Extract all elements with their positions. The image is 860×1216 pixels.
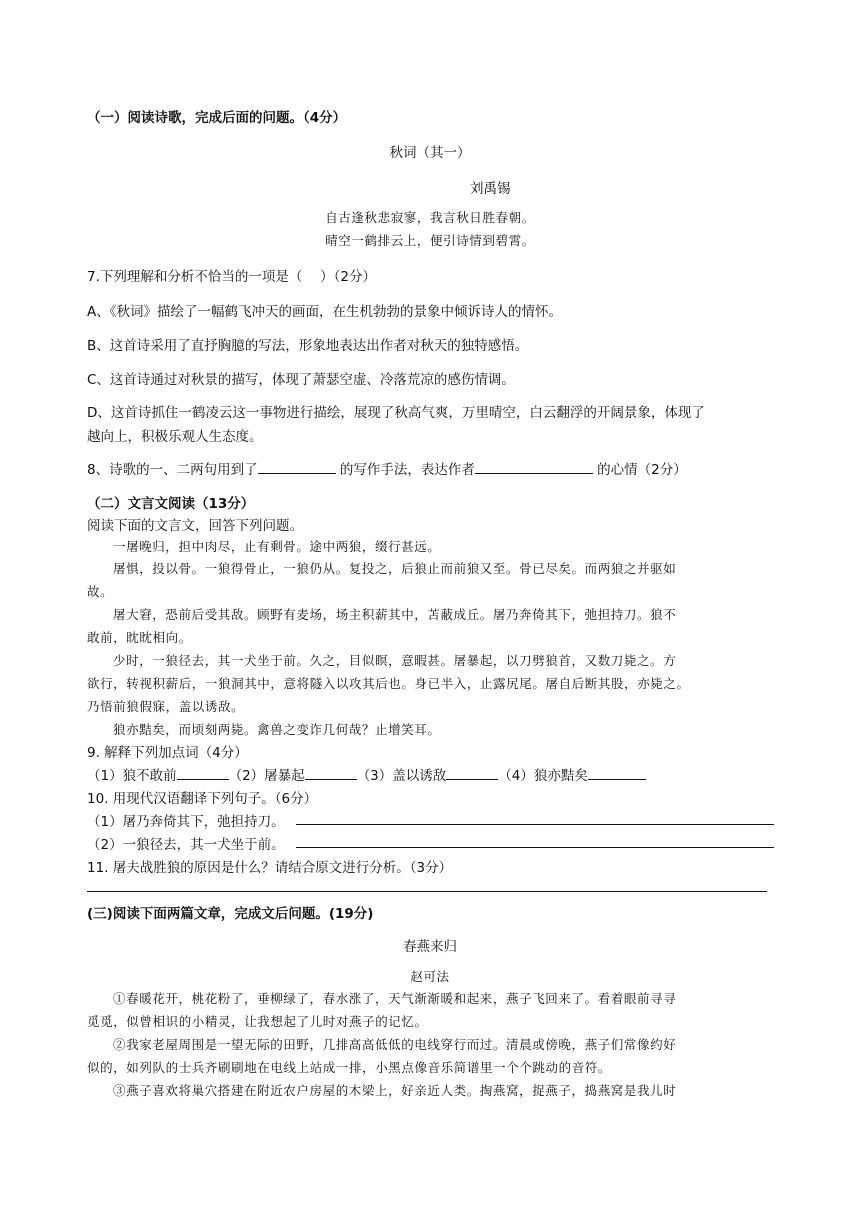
section3-heading: (三)阅读下面两篇文章，完成文后问题。(19分) xyxy=(87,906,374,922)
poem-line-1: 自古逢秋悲寂寥，我言秋日胜春朝。 xyxy=(325,210,535,225)
q7-option-a: A、《秋词》描绘了一幅鹤飞冲天的画面，在生机勃勃的景象中倾诉诗人的情怀。 xyxy=(87,304,562,320)
q10-stem: 10. 用现代汉语翻译下列句子。（6分） xyxy=(87,791,318,807)
q9-item-1: （1）狼不敢前 xyxy=(87,768,177,784)
q10-item-1: （1）屠乃奔倚其下，弛担持刀。 xyxy=(87,814,285,830)
wenyan-paragraph: 屠惧，投以骨。一狼得骨止，一狼仍从。复投之，后狼止而前狼又至。骨已尽矣。而两狼之并驱如 xyxy=(113,561,677,576)
wenyan-paragraph: 敢前，眈眈相向。 xyxy=(87,630,192,645)
wenyan-paragraph: 一屠晚归，担中肉尽，止有剩骨。途中两狼，缀行甚远。 xyxy=(113,539,441,554)
q9-item-2: （2）屠暴起 xyxy=(228,768,305,784)
q9-item-3: （3）盖以诱敌 xyxy=(356,768,447,784)
q7-option-c: C、这首诗通过对秋景的描写，体现了萧瑟空虚、冷落荒凉的感伤情调。 xyxy=(87,372,515,388)
q10-answer-line-2[interactable] xyxy=(296,847,774,848)
article-paragraph: 觅觅，似曾相识的小精灵，让我想起了儿时对燕子的记忆。 xyxy=(87,1014,428,1029)
q9-item-4: （4）狼亦黠矣 xyxy=(498,768,588,784)
q8-text-3: 的心情（2分） xyxy=(592,462,687,478)
article-paragraph: ②我家老屋周围是一望无际的田野，几排高高低低的电线穿行而过。清晨或傍晚，燕子们常像约好 xyxy=(113,1037,677,1052)
q8-blank-feeling[interactable] xyxy=(475,461,593,474)
section2-heading: （二）文言文阅读（13分） xyxy=(87,496,255,512)
article-author: 赵可法 xyxy=(410,969,450,984)
q10-item-2: （2）一狼径去，其一犬坐于前。 xyxy=(87,837,285,853)
article-paragraph: ①春暖花开，桃花粉了，垂柳绿了，春水涨了，天气渐渐暖和起来，燕子飞回来了。看着眼前寻寻 xyxy=(113,991,677,1006)
poem-line-2: 晴空一鹤排云上，便引诗情到碧霄。 xyxy=(325,233,535,248)
poem-author: 刘禹锡 xyxy=(470,181,511,197)
article-paragraph: 似的，如列队的士兵齐刷刷地在电线上站成一排，小黑点像音乐简谱里一个个跳动的音符。 xyxy=(87,1060,612,1075)
wenyan-paragraph: 屠大窘，恐前后受其敌。顾野有麦场，场主积薪其中，苫蔽成丘。屠乃奔倚其下，弛担持刀。狼不 xyxy=(113,607,677,622)
article-title: 春燕来归 xyxy=(403,939,457,955)
q7-stem: 7.下列理解和分析不恰当的一项是（ ）（2分） xyxy=(87,269,377,285)
q9-blank-4[interactable] xyxy=(588,767,646,780)
q9-items xyxy=(87,764,646,784)
wenyan-paragraph: 狼亦黠矣，而顷刻两毙。禽兽之变诈几何哉？止增笑耳。 xyxy=(113,722,441,737)
q7-option-d-line1: D、这首诗抓住一鹤凌云这一事物进行描绘，展现了秋高气爽，万里晴空，白云翻浮的开阔景象，体现了 xyxy=(87,405,705,421)
q8-text-2: 的写作手法，表达作者 xyxy=(335,462,475,478)
wenyan-paragraph: 乃悟前狼假寐，盖以诱敌。 xyxy=(87,699,245,714)
q9-stem: 9. 解释下列加点词（4分） xyxy=(87,745,248,761)
q10-answer-line-1[interactable] xyxy=(296,824,774,825)
q8-text-1: 8、诗歌的一、二两句用到了 xyxy=(87,462,258,478)
q8-question xyxy=(87,458,687,478)
q9-blank-3[interactable] xyxy=(446,767,498,780)
section2-intro: 阅读下面的文言文，回答下列问题。 xyxy=(87,518,303,534)
wenyan-paragraph: 欲行，转视积薪后，一狼洞其中，意将隧入以攻其后也。身已半入，止露尻尾。屠自后断其股，亦毙之。 xyxy=(87,676,690,691)
wenyan-paragraph: 故。 xyxy=(87,584,114,599)
q11-answer-line[interactable] xyxy=(87,891,767,892)
q7-option-b: B、这首诗采用了直抒胸臆的写法，形象地表达出作者对秋天的独特感悟。 xyxy=(87,338,529,354)
section1-heading: （一）阅读诗歌，完成后面的问题。（4分） xyxy=(87,110,347,126)
q9-blank-1[interactable] xyxy=(177,767,229,780)
q11-stem: 11. 屠夫战胜狼的原因是什么？请结合原文进行分析。（3分） xyxy=(87,860,453,876)
q7-option-d-line2: 越向上，积极乐观人生态度。 xyxy=(87,429,263,445)
wenyan-paragraph: 少时，一狼径去，其一犬坐于前。久之，目似瞑，意暇甚。屠暴起，以刀劈狼首，又数刀毙之。方 xyxy=(113,653,677,668)
poem-title: 秋词（其一） xyxy=(389,145,471,161)
article-paragraph: ③燕子喜欢将巢穴搭建在附近农户房屋的木梁上，好亲近人类。掏燕窝，捉燕子，捣燕窝是我儿时 xyxy=(113,1083,677,1098)
q9-blank-2[interactable] xyxy=(305,767,357,780)
q8-blank-technique[interactable] xyxy=(258,461,336,474)
